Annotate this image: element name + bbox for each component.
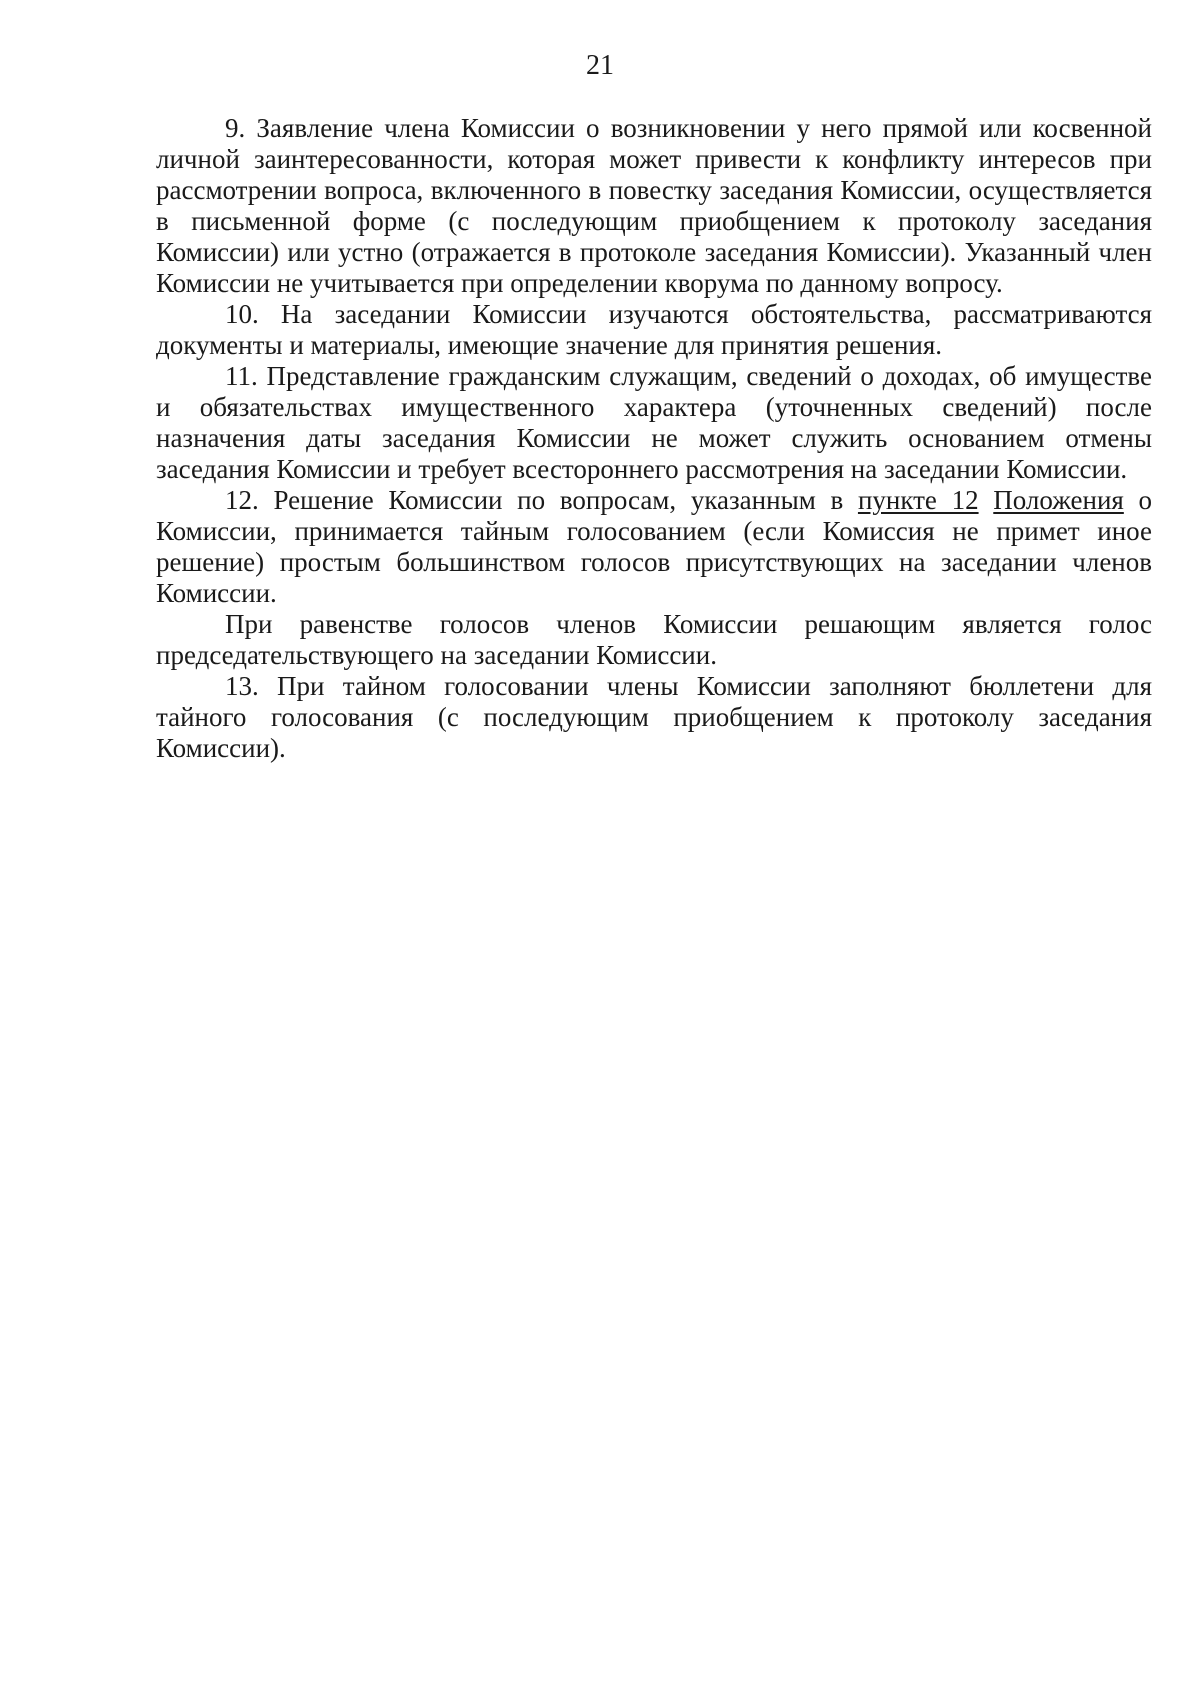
paragraph-item-13: 13. При тайном голосовании члены Комиссии заполняют бюллетени для тайного голосования (с последующим приобщением к протоколу заседания Комиссии). (156, 671, 1152, 763)
paragraph-12-text-start: 12. Решение Комиссии по вопросам, указанным в (225, 485, 844, 515)
page-number: 21 (586, 50, 614, 81)
paragraph-item-12-tie: При равенстве голосов членов Комиссии решающим является голос председательствующего на заседании Комиссии. (156, 609, 1152, 670)
paragraph-item-12 (156, 485, 1152, 609)
paragraph-12-text-end: о Комиссии, принимается тайным голосованием (если Комиссия не примет иное решение) простым большинством голосов присутствующих на заседании членов Комиссии. (156, 485, 1153, 608)
document-body (156, 113, 1152, 764)
paragraph-item-11: 11. Представление гражданским служащим, сведений о доходах, об имуществе и обязательствах имущественного характера (уточненных сведений) после назначения даты заседания Комиссии не может служить основанием отмены заседания Комиссии и требует всестороннего рассмотрения на заседании Комиссии. (156, 361, 1152, 484)
paragraph-item-9: 9. Заявление члена Комиссии о возникновении у него прямой или косвенной личной заинтересованности, которая может привести к конфликту интересов при рассмотрении вопроса, включенного в повестку заседания Комиссии, осуществляется в письменной форме (с последующим приобщением к протоколу заседания Комиссии) или устно (отражается в протоколе заседания Комиссии). Указанный член Комиссии не учитывается при определении кворума по данному вопросу. (156, 113, 1152, 298)
paragraph-item-10: 10. На заседании Комиссии изучаются обстоятельства, рассматриваются документы и материалы, имеющие значение для принятия решения. (156, 299, 1152, 360)
link-polozheniya[interactable]: Положения (993, 485, 1124, 515)
link-punkt-12[interactable]: пункте 12 (857, 485, 979, 515)
